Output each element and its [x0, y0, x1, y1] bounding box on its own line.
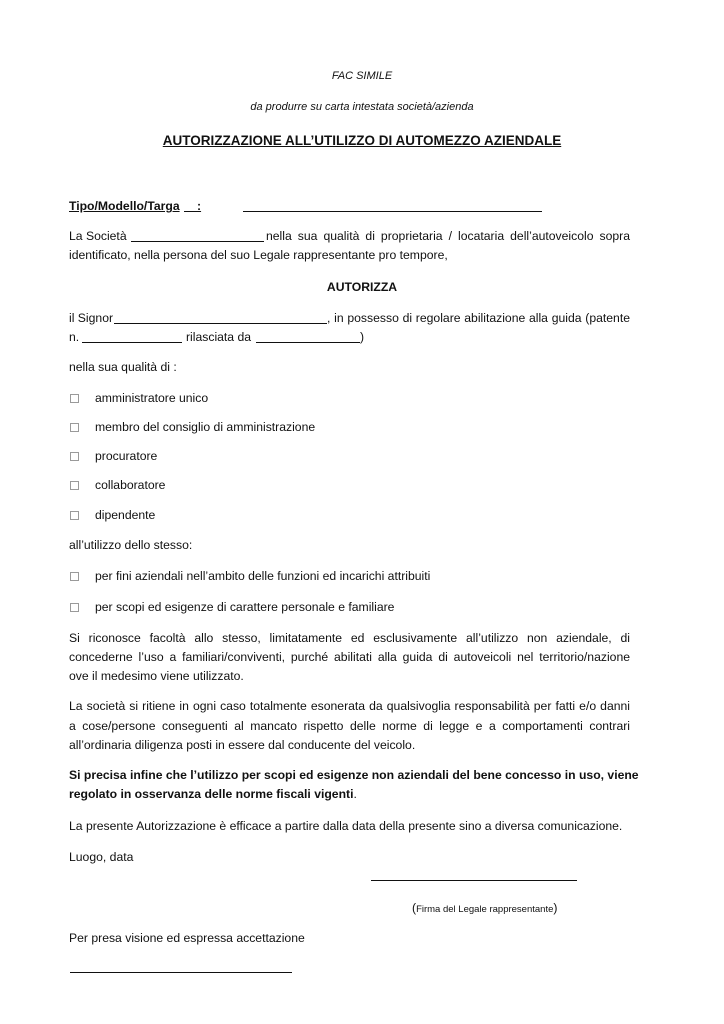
license-issuer-label: rilasciata da [186, 330, 252, 344]
signature-caption [412, 899, 557, 919]
signature-close-paren: ) [553, 901, 558, 915]
license-number-field[interactable] [82, 342, 182, 343]
use-checkbox[interactable] [70, 603, 79, 612]
vehicle-field[interactable] [243, 211, 542, 212]
family-use-paragraph-line: Si riconosce facoltà allo stesso, limitatamente ed esclusivamente all’utilizzo non aziendale, di [69, 631, 630, 645]
signor-name-field[interactable] [114, 323, 327, 324]
license-issuer-field[interactable] [256, 342, 360, 343]
signature-line[interactable] [371, 880, 577, 881]
company-role-text: nella sua qualità di proprietaria / locataria dell’autoveicolo sopra [266, 229, 630, 243]
use-option-label: per fini aziendali nell’ambito delle funzioni ed incarichi attribuiti [95, 569, 431, 583]
role-intro: nella sua qualità di : [69, 360, 177, 374]
role-checkbox[interactable] [70, 394, 79, 403]
role-option-label: collaboratore [95, 478, 166, 492]
fiscal-note-text: regolato in osservanza delle norme fiscali vigenti [69, 787, 354, 801]
liability-paragraph-line: La società si ritiene in ogni caso totalmente esonerata da qualsivoglia responsabilità per fatti e/o danni [69, 699, 630, 713]
company-representative-text: identificato, nella persona del suo Legale rappresentante pro tempore, [69, 248, 448, 262]
vehicle-label-underline-gap [184, 211, 197, 212]
fiscal-note-period: . [353, 787, 357, 801]
fac-simile-label: FAC SIMILE [331, 70, 393, 82]
role-option-label: membro del consiglio di amministrazione [95, 420, 316, 434]
document-title: AUTORIZZAZIONE ALL’UTILIZZO DI AUTOMEZZO AZIENDALE [162, 133, 562, 148]
signor-intro: il Signor [69, 311, 114, 325]
license-number-label: n. [69, 330, 80, 344]
role-checkbox[interactable] [70, 511, 79, 520]
validity-paragraph: La presente Autorizzazione è efficace a partire dalla data della presente sino a diversa comunicazione. [69, 819, 623, 833]
family-use-paragraph-line: ove il medesimo viene utilizzato. [69, 669, 244, 683]
role-checkbox[interactable] [70, 452, 79, 461]
company-intro: La Società [69, 229, 127, 243]
role-checkbox[interactable] [70, 481, 79, 490]
liability-paragraph-line: all’ordinaria diligenza posti in essere dal conducente del veicolo. [69, 738, 416, 752]
role-checkbox[interactable] [70, 423, 79, 432]
signature-open-paren: ( [412, 901, 417, 915]
autorizza-heading: AUTORIZZA [326, 280, 398, 294]
place-date-label: Luogo, data [69, 850, 134, 864]
use-intro: all’utilizzo dello stesso: [69, 538, 193, 552]
fiscal-note-line: Si precisa infine che l’utilizzo per scopi ed esigenze non aziendali del bene concesso in uso, viene [69, 768, 639, 782]
use-option-label: per scopi ed esigenze di carattere personale e familiare [95, 600, 395, 614]
role-option-label: dipendente [95, 508, 156, 522]
vehicle-colon: : [197, 199, 202, 213]
license-text: , in possesso di regolare abilitazione alla guida (patente [327, 311, 630, 325]
license-close-paren: ) [360, 330, 365, 344]
use-checkbox[interactable] [70, 572, 79, 581]
fiscal-note-line-2 [69, 785, 357, 804]
family-use-paragraph-line: concederne l’uso a familiari/conviventi, purché abilitati alla guida di autoveicoli nel territorio/nazione [69, 650, 630, 664]
acceptance-signature-line[interactable] [70, 972, 292, 973]
acceptance-label: Per presa visione ed espressa accettazione [69, 931, 305, 945]
letterhead-note: da produrre su carta intestata società/azienda [250, 101, 474, 113]
role-option-label: procuratore [95, 449, 158, 463]
signature-label: Firma del Legale rappresentante [416, 904, 554, 915]
liability-paragraph-line: a cose/persone conseguenti al mancato rispetto delle norme di legge e a comportamenti contrari [69, 719, 630, 733]
role-option-label: amministratore unico [95, 391, 209, 405]
vehicle-label: Tipo/Modello/Targa [69, 199, 180, 213]
company-name-field[interactable] [131, 241, 264, 242]
